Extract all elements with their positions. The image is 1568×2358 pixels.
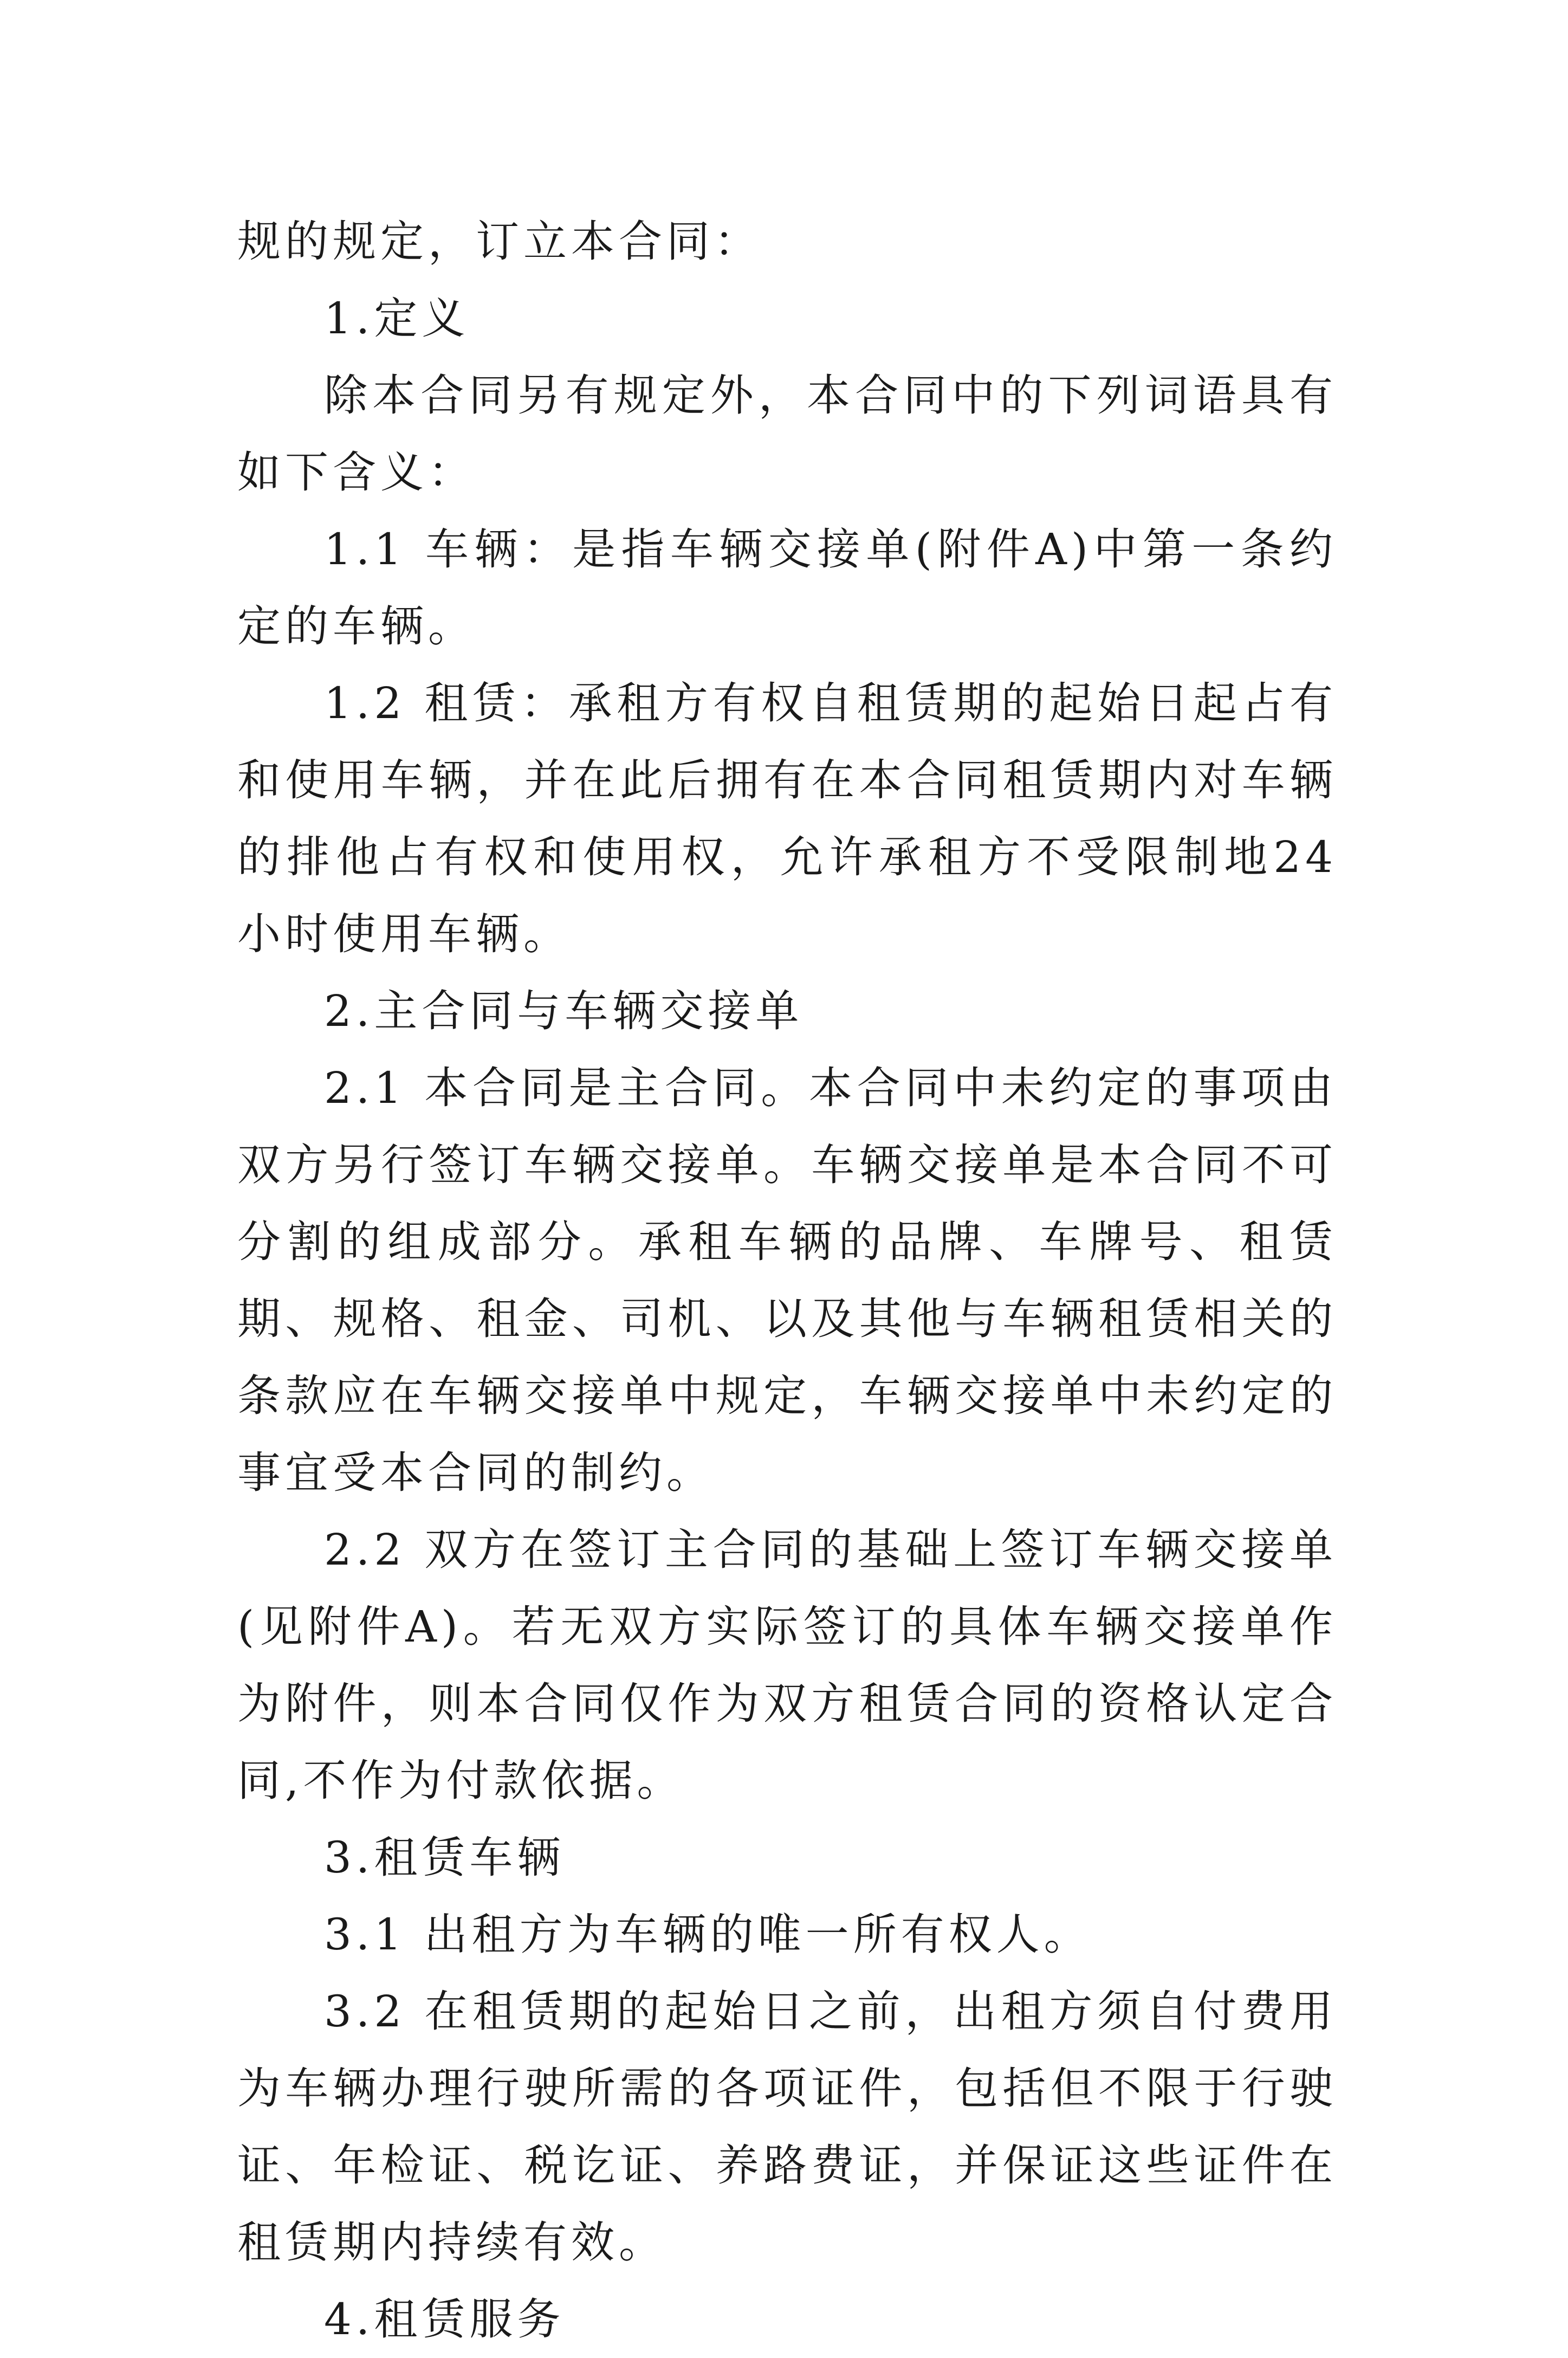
paragraph-intro-tail: 规的规定，订立本合同：: [237, 216, 762, 267]
clause-2-2: 2.2 双方在签订主合同的基础上签订车辆交接单(见附件A)。若无双方实际签订的具体车辆交接单作为附件，则本合同仅作为双方租赁合同的资格认定合同,不作为付款依据。: [237, 1524, 1337, 1806]
clause-3-1: 3.1 出租方为车辆的唯一所有权人。: [324, 1909, 1092, 1960]
heading-4-lease-service: 4.租赁服务: [324, 2294, 565, 2344]
clause-3-2: 3.2 在租赁期的起始日之前，出租方须自付费用为车辆办理行驶所需的各项证件，包括但不限于行驶证、年检证、税讫证、养路费证，并保证这些证件在租赁期内持续有效。: [237, 1986, 1337, 2267]
clause-2-1: 2.1 本合同是主合同。本合同中未约定的事项由双方另行签订车辆交接单。车辆交接单是本合同不可分割的组成部分。承租车辆的品牌、车牌号、租赁期、规格、租金、司机、以及其他与车辆租赁相关的条款应在车辆交接单中规定，车辆交接单中未约定的事宜受本合同的制约。: [237, 1063, 1337, 1498]
clause-1-1: 1.1 车辆：是指车辆交接单(附件A)中第一条约定的车辆。: [237, 524, 1337, 651]
heading-1-definitions: 1.定义: [324, 293, 470, 344]
heading-2-main-contract: 2.主合同与车辆交接单: [324, 986, 804, 1036]
document-body: [237, 203, 1337, 2358]
clause-1-2: 1.2 租赁：承租方有权自租赁期的起始日起占有和使用车辆，并在此后拥有在本合同租赁期内对车辆的排他占有权和使用权，允许承租方不受限制地24小时使用车辆。: [237, 678, 1337, 959]
heading-3-leased-vehicle: 3.租赁车辆: [324, 1832, 565, 1883]
paragraph-definitions-lead: 除本合同另有规定外，本合同中的下列词语具有如下含义：: [237, 370, 1337, 498]
